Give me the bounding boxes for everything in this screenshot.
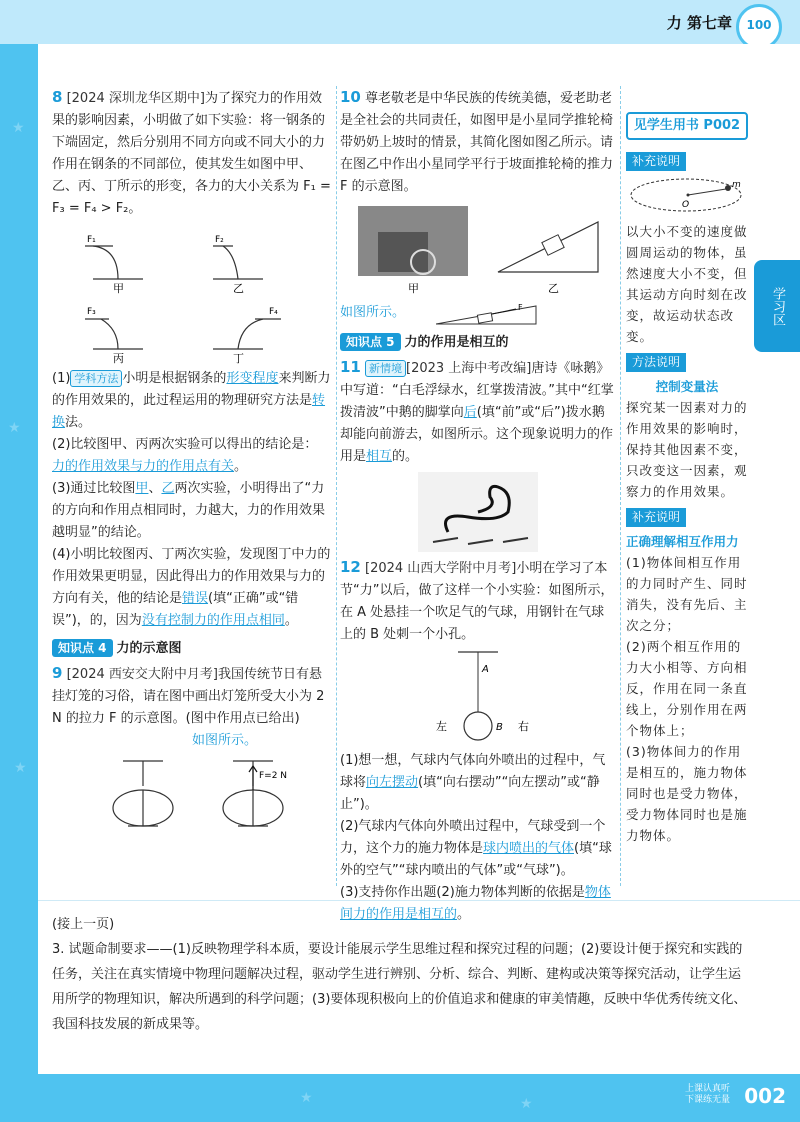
q8-part1 xyxy=(52,368,334,434)
star-icon: ★ xyxy=(300,1090,313,1106)
text: 、 xyxy=(148,481,162,496)
text: 。 xyxy=(234,459,248,474)
knowledge-point-4 xyxy=(52,638,334,660)
answer: 物体间力的作用是相互的 xyxy=(340,885,611,922)
q12-part1 xyxy=(340,750,616,816)
q12-part2 xyxy=(340,816,616,882)
answer: 向左摆动 xyxy=(366,775,419,790)
label-a: A xyxy=(482,664,489,675)
question-10 xyxy=(340,86,616,198)
text: 两次实验，小明得出了“力的方向和作用点相同时，力越大，力的作用效果越明显”的结论。 xyxy=(52,481,326,540)
question-11 xyxy=(340,356,616,468)
wheelchair-figure xyxy=(348,202,608,298)
text: (1)想一想，气球内气体向外喷出的过程中，气球将 xyxy=(340,753,606,790)
label-b: B xyxy=(496,722,503,733)
question-stem: 小明在学习了本节“力”以后，做了这样一个小实验：如图所示，在 A 处悬挂一个吹足气的气球，用钢针在气球上的 B 处刺一个小孔。 xyxy=(340,561,614,642)
text: (填“向右摆动”“向左摆动”或“静止”)。 xyxy=(340,775,600,812)
footer-note xyxy=(52,912,752,1037)
q10-answer: 如图所示。 xyxy=(340,305,406,320)
part-num: (1) xyxy=(52,371,71,386)
answer: 转换 xyxy=(52,393,326,430)
question-12 xyxy=(340,556,616,646)
force-label-f2: F₂ xyxy=(215,235,224,245)
answer: 力的作用效果与力的作用点有关 xyxy=(52,459,235,474)
fig-label-yi: 乙 xyxy=(233,282,244,295)
question-number: 11 xyxy=(340,358,361,376)
method-tag: 学科方法 xyxy=(70,370,122,387)
slogan-line: 下课练无量 xyxy=(684,1095,730,1105)
text: (填“球外的空气”“球内喷出的气体”或“气球”)。 xyxy=(340,841,612,878)
side-text-3a: (1)物体间相互作用的力同时产生、同时消失，没有先后、主次之分； xyxy=(626,555,748,633)
text: (填“正确”或“错误”)，的，因为 xyxy=(52,591,299,628)
text: 法。 xyxy=(65,415,92,430)
q8-part2 xyxy=(52,434,334,478)
slogan-line: 上课认真听 xyxy=(684,1084,730,1094)
kp-title: 力的作用是相互的 xyxy=(404,335,509,350)
answer: 甲 xyxy=(135,481,149,496)
column-sidebar xyxy=(626,112,748,846)
text: 的。 xyxy=(392,449,419,464)
lantern-figure xyxy=(73,756,313,836)
column-middle xyxy=(340,86,616,926)
new-context-tag: 新情境 xyxy=(365,360,406,377)
text: (3)支持你作出题(2)施力物体判断的依据是 xyxy=(340,885,585,900)
question-source: [2024 深圳龙华区期中] xyxy=(66,91,205,106)
question-number: 10 xyxy=(340,88,361,106)
question-number: 9 xyxy=(52,664,63,682)
side-text-3b: (2)两个相互作用的力大小相等、方向相反，作用在同一条直线上，分别作用在两个物体上； xyxy=(626,639,748,738)
steel-strip-figure xyxy=(73,224,313,364)
side-subheading: 控制变量法 xyxy=(655,379,719,394)
side-text-3c: (3)物体间力的作用是相互的，施力物体同时也是受力物体，受力物体同时也是施力物体。 xyxy=(626,744,748,843)
fig-label-ding: 丁 xyxy=(233,352,244,364)
star-icon: ★ xyxy=(14,760,27,776)
page-number: 002 xyxy=(744,1084,786,1108)
side-subheading: 正确理解相互作用力 xyxy=(626,534,739,549)
answer: 球内喷出的气体 xyxy=(483,841,575,856)
text: 唐诗《咏鹅》中写道：“白毛浮绿水，红掌拨清波。”其中“红掌拨清波”中鹅的脚掌向 xyxy=(340,361,614,420)
question-number: 12 xyxy=(340,558,361,576)
question-source: [2024 西安交大附中月考] xyxy=(66,667,218,682)
kp-label: 知识点 5 xyxy=(340,333,401,351)
fig-label-jia: 甲 xyxy=(113,282,124,295)
label-right: 右 xyxy=(518,720,529,733)
chapter-header: 力 第七章 xyxy=(666,14,732,32)
side-heading: 补充说明 xyxy=(626,152,686,171)
knowledge-point-5 xyxy=(340,332,616,354)
fig-label-jia: 甲 xyxy=(408,282,419,295)
text: (2)气球内气体向外喷出过程中，气球受到一个力，这个力的施力物体是 xyxy=(340,819,606,856)
answer: 没有控制力的作用点相同 xyxy=(141,613,285,628)
text: (2)比较图甲、丙两次实验可以得出的结论是： xyxy=(52,437,318,452)
circular-motion-figure xyxy=(626,175,746,215)
force-label: F=2 N xyxy=(259,771,288,781)
text: (3)通过比较图 xyxy=(52,481,136,496)
question-9 xyxy=(52,662,334,730)
star-icon: ★ xyxy=(520,1096,533,1112)
side-text-1: 以大小不变的速度做圆周运动的物体，虽然速度大小不变，但其运动方向时刻在改变，故运动状态改变。 xyxy=(626,224,748,344)
text: 。 xyxy=(457,907,471,922)
answer: 乙 xyxy=(161,481,175,496)
fig-label-yi: 乙 xyxy=(548,282,559,295)
side-heading: 补充说明 xyxy=(626,508,686,527)
q9-answer: 如图所示。 xyxy=(192,733,258,748)
balloon-figure xyxy=(378,650,578,746)
side-text-2: 探究某一因素对力的作用效果的影响时，保持其他因素不变，只改变这一因素，观察力的作用效果。 xyxy=(626,400,748,499)
force-label-f3: F₃ xyxy=(87,307,96,317)
q10-answer-figure xyxy=(436,302,546,326)
student-book-ref: 见学生用书 P002 xyxy=(626,112,748,140)
text: (填“前”或“后”)拨水鹅却能向前游去，如图所示。这个现象说明力的作用是 xyxy=(340,405,614,464)
footer-text: 3. 试题命制要求——(1)反映物理学科本质，要设计能展示学生思维过程和探究过程的问题；(2)要设计便于探究和实践的任务，关注在真实情境中物理问题解决过程，驱动学生进行辨别、分析、综合、判断、建构或决策等探究活动，让学生运用所学的物理知识，解决所遇到的科学问题；(3)要体现积极向上的价值追求和健康的审美情趣，反映中华优秀传统文化、我国科技发展的新成果等。 xyxy=(52,942,747,1032)
answer: 错误 xyxy=(182,591,209,606)
text: 。 xyxy=(284,613,298,628)
force-label-f1: F₁ xyxy=(87,235,96,245)
question-stem: 为了探究力的作用效果的影响因素，小明做了如下实验：将一钢条的下端固定，然后分别用不同方向或不同大小的力作用在钢条的不同部位，使其发生如图中甲、乙、丙、丁所示的形变，各力的大小关系为 F₁ = F₃ = F₄ > F₂。 xyxy=(52,91,331,216)
fig-label-bing: 丙 xyxy=(113,352,124,364)
mascot-badge: 100 xyxy=(736,4,782,50)
text: (4)小明比较图丙、丁两次实验，发现图丁中力的作用效果更明显，因此得出力的作用效果与力的方向有关，他的结论是 xyxy=(52,547,331,606)
goose-figure xyxy=(418,472,538,552)
question-source: [2024 山西大学附中月考] xyxy=(365,561,517,576)
column-divider xyxy=(620,86,621,886)
answer: 相互 xyxy=(366,449,393,464)
text: 小明是根据钢条的 xyxy=(122,371,227,386)
answer: 后 xyxy=(463,405,477,420)
star-icon: ★ xyxy=(8,420,21,436)
continued-label: (接上一页) xyxy=(52,917,115,932)
label-m: m xyxy=(732,180,741,190)
question-stem: 我国传统节日有悬挂灯笼的习俗，请在图中画出灯笼所受大小为 2 N 的拉力 F 的示意图。(图中作用点已给出) xyxy=(52,667,325,726)
footer-divider xyxy=(38,900,800,901)
question-number: 8 xyxy=(52,88,63,106)
kp-label: 知识点 4 xyxy=(52,639,113,657)
question-source: [2023 上海中考改编] xyxy=(406,361,532,376)
column-divider xyxy=(336,86,337,886)
q8-part4 xyxy=(52,544,334,632)
force-label: F xyxy=(518,303,523,312)
q8-part3 xyxy=(52,478,334,544)
question-8 xyxy=(52,86,334,220)
q10-answer-row xyxy=(340,302,616,326)
force-label-f4: F₄ xyxy=(269,307,278,317)
answer: 形变程度 xyxy=(226,371,279,386)
text: 来判断力的作用效果的，此过程运用的物理研究方法是 xyxy=(52,371,331,408)
column-left xyxy=(52,86,334,840)
study-area-tab[interactable]: 学习区 xyxy=(754,260,800,352)
kp-title: 力的示意图 xyxy=(116,641,182,656)
slogan xyxy=(685,1084,730,1106)
question-stem: 尊老敬老是中华民族的传统美德，爱老助老是全社会的共同责任，如图甲是小星同学推轮椅带奶奶上坡时的情景，其简化图如图乙所示。请在图乙中作出小星同学平行于坡面推轮椅的推力 F 的示意图。 xyxy=(340,91,614,194)
side-heading: 方法说明 xyxy=(626,353,686,372)
label-o: O xyxy=(682,200,690,210)
label-left: 左 xyxy=(436,720,447,733)
star-icon: ★ xyxy=(12,120,25,136)
